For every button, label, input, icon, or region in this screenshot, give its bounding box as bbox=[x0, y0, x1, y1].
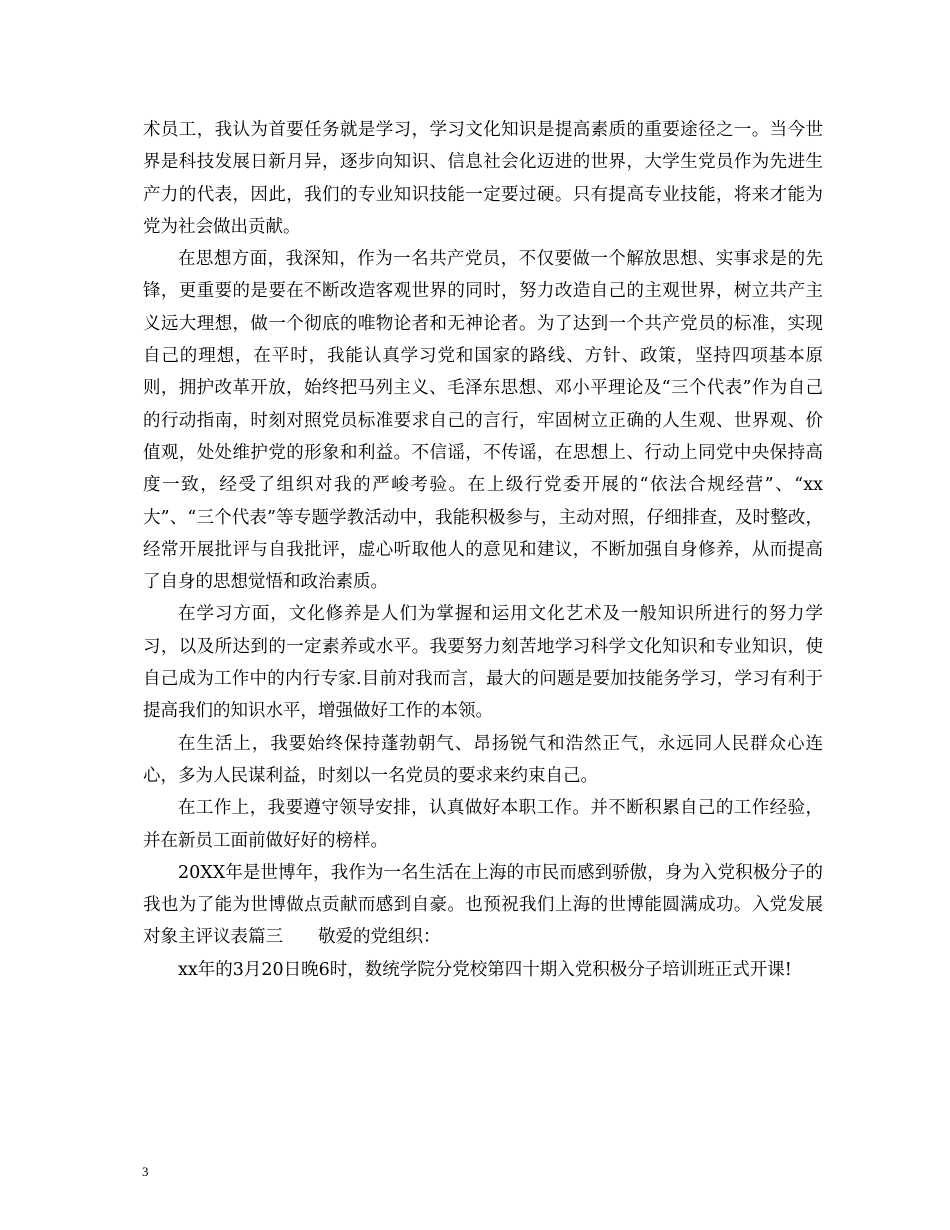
paragraph-study: 在学习方面，文化修养是人们为掌握和运用文化艺术及一般知识所进行的努力学习，以及所达到的一定素养或水平。我要努力刻苦地学习科学文化知识和专业知识，使自己成为工作中的内行专家.目前对我而言，最大的问题是要加技能务学习，学习有利于提高我们的知识水平，增强做好工作的本领。 bbox=[143, 604, 823, 722]
document-body bbox=[143, 114, 823, 986]
page-number: 3 bbox=[142, 1164, 149, 1179]
paragraph-expo: 20XX年是世博年，我作为一名生活在上海的市民而感到骄傲，身为入党积极分子的我也为了能为世博做点贡献而感到自豪。也预祝我们上海的世博能圆满成功。入党发展对象主评议表篇三 敬爱的党组织： bbox=[143, 862, 823, 948]
paragraph-ideology: 在思想方面，我深知，作为一名共产党员，不仅要做一个解放思想、实事求是的先锋，更重要的是要在不断改造客观世界的同时，努力改造自己的主观世界，树立共产主义远大理想，做一个彻底的唯物论者和无神论者。为了达到一个共产党员的标准，实现自己的理想，在平时，我能认真学习党和国家的路线、方针、政策，坚持四项基本原则，拥护改革开放，始终把马列主义、毛泽东思想、邓小平理论及“三个代表”作为自己的行动指南，时刻对照党员标准要求自己的言行，牢固树立正确的人生观、世界观、价值观，处处维护党的形象和利益。不信谣，不传谣，在思想上、行动上同党中央保持高度一致，经受了组织对我的严峻考验。在上级行党委开展的“依法合规经营”、“xx大”、“三个代表”等专题学教活动中，我能积极参与，主动对照，仔细排查，及时整改，经常开展批评与自我批评，虚心听取他人的意见和建议，不断加强自身修养，从而提高了自身的思想觉悟和政治素质。 bbox=[143, 249, 823, 593]
paragraph-life: 在生活上，我要始终保持蓬勃朝气、昂扬锐气和浩然正气，永远同人民群众心连心，多为人民谋利益，时刻以一名党员的要求来约束自己。 bbox=[143, 733, 823, 786]
paragraph-continuation: 术员工，我认为首要任务就是学习，学习文化知识是提高素质的重要途径之一。当今世界是科技发展日新月异，逐步向知识、信息社会化迈进的世界，大学生党员作为先进生产力的代表，因此，我们的专业知识技能一定要过硬。只有提高专业技能，将来才能为党为社会做出贡献。 bbox=[143, 120, 823, 237]
paragraph-training: xx年的3月20日晚6时，数统学院分党校第四十期入党积极分子培训班正式开课! bbox=[178, 959, 792, 980]
paragraph-work: 在工作上，我要遵守领导安排，认真做好本职工作。并不断积累自己的工作经验，并在新员工面前做好好的榜样。 bbox=[143, 798, 823, 851]
